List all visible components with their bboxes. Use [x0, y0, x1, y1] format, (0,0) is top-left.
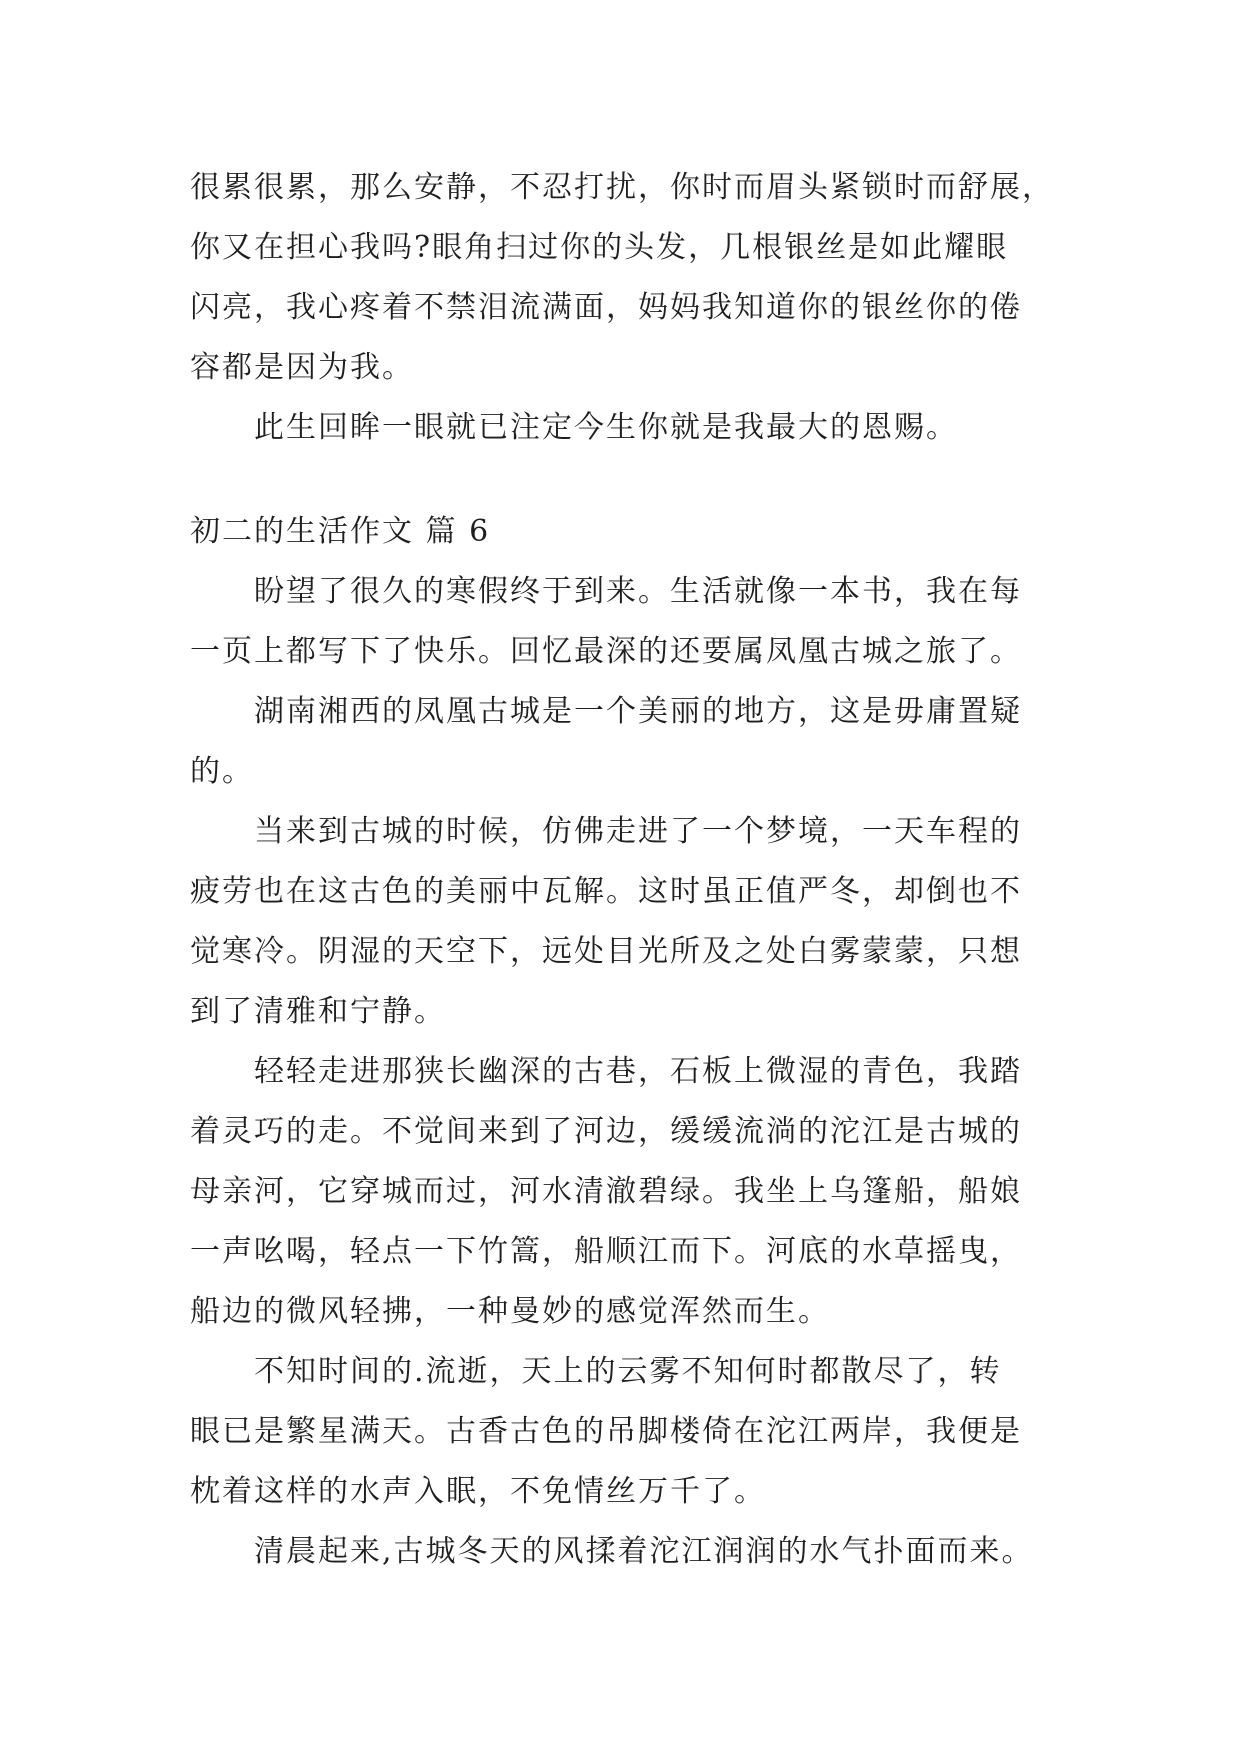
text-line: 着灵巧的走。不觉间来到了河边，缓缓流淌的沱江是古城的	[190, 1114, 1022, 1149]
text-line: 清晨起来,古城冬天的风揉着沱江润润的水气扑面而来。	[254, 1534, 1034, 1569]
text-line: 的。	[190, 754, 254, 789]
paragraph	[190, 682, 1050, 802]
paragraph-closing	[190, 398, 1050, 458]
text-line: 很累很累，那么安静，不忍打扰，你时而眉头紧锁时而舒展，	[190, 170, 1054, 205]
text-line: 觉寒冷。阴湿的天空下，远处目光所及之处白雾蒙蒙，只想	[190, 934, 1022, 969]
section-spacer	[190, 458, 1050, 502]
section-title: 初二的生活作文 篇 6	[190, 514, 491, 549]
text-line: 一页上都写下了快乐。回忆最深的还要属凤凰古城之旅了。	[190, 634, 1022, 669]
text-line: 母亲河，它穿城而过，河水清澈碧绿。我坐上乌篷船，船娘	[190, 1174, 1022, 1209]
text-line: 湖南湘西的凤凰古城是一个美丽的地方，这是毋庸置疑	[254, 694, 1022, 729]
text-line: 一声吆喝，轻点一下竹篙，船顺江而下。河底的水草摇曳，	[190, 1234, 1022, 1269]
text-line: 盼望了很久的寒假终于到来。生活就像一本书，我在每	[254, 574, 1022, 609]
text-line: 此生回眸一眼就已注定今生你就是我最大的恩赐。	[254, 410, 958, 445]
text-line: 不知时间的.流逝，天上的云雾不知何时都散尽了，转	[254, 1354, 1002, 1389]
text-line: 眼已是繁星满天。古香古色的吊脚楼倚在沱江两岸，我便是	[190, 1414, 1022, 1449]
text-line: 闪亮，我心疼着不禁泪流满面，妈妈我知道你的银丝你的倦	[190, 290, 1022, 325]
paragraph	[190, 1522, 1050, 1582]
document-body	[190, 158, 1054, 1582]
text-line: 你又在担心我吗?眼角扫过你的头发，几根银丝是如此耀眼	[190, 230, 1009, 265]
paragraph	[190, 802, 1050, 1042]
paragraph-continued	[190, 158, 1054, 398]
text-line: 容都是因为我。	[190, 350, 414, 385]
text-line: 轻轻走进那狭长幽深的古巷，石板上微湿的青色，我踏	[254, 1054, 1022, 1089]
text-line: 船边的微风轻拂，一种曼妙的感觉浑然而生。	[190, 1294, 830, 1329]
text-line: 疲劳也在这古色的美丽中瓦解。这时虽正值严冬，却倒也不	[190, 874, 1022, 909]
text-line: 枕着这样的水声入眠，不免情丝万千了。	[190, 1474, 766, 1509]
paragraph	[190, 1342, 1050, 1522]
text-line: 到了清雅和宁静。	[190, 994, 446, 1029]
text-line: 当来到古城的时候，仿佛走进了一个梦境，一天车程的	[254, 814, 1022, 849]
paragraph	[190, 562, 1050, 682]
paragraph	[190, 1042, 1050, 1342]
